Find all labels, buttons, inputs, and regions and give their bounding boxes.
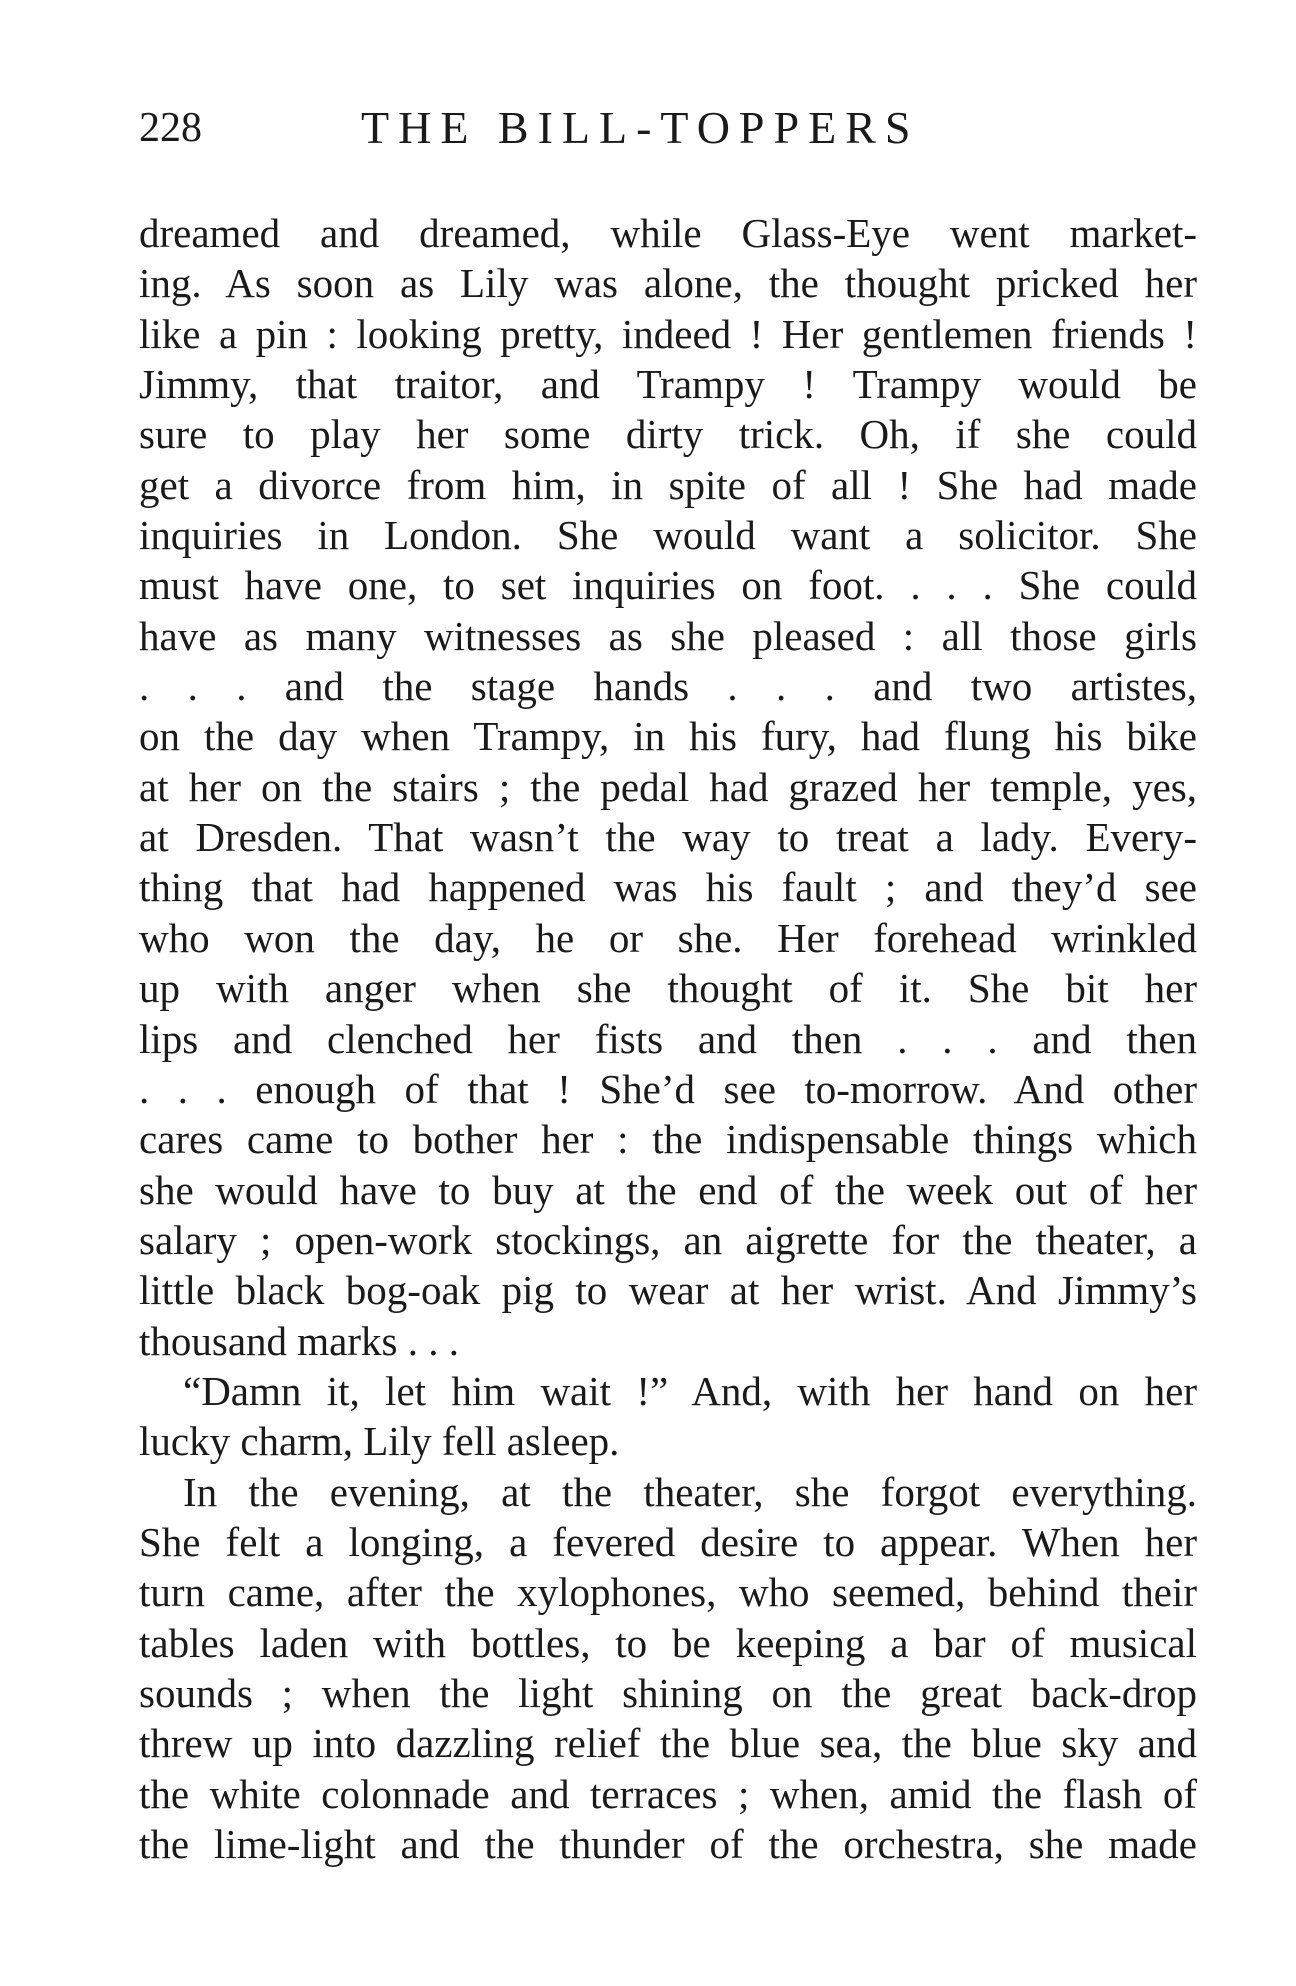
text-line: she would have to buy at the end of the week out of her — [139, 1166, 1197, 1213]
text-line: dreamed and dreamed, while Glass-Eye went market- — [139, 210, 1197, 256]
page-header — [139, 98, 1197, 158]
text-line: cares came to bother her : the indispensable things which — [139, 1116, 1197, 1163]
text-line: at Dresden. That wasn’t the way to treat a lady. Every- — [139, 814, 1197, 861]
text-line: tables laden with bottles, to be keeping a bar of musical — [139, 1619, 1197, 1666]
text-line: must have one, to set inquiries on foot. . . . She could — [139, 562, 1197, 609]
text-line: . . . enough of that ! She’d see to-morrow. And other — [139, 1065, 1197, 1112]
text-line: thousand marks . . . — [139, 1317, 459, 1364]
text-line: sounds ; when the light shining on the great back-drop — [139, 1669, 1197, 1716]
text-line: ing. As soon as Lily was alone, the thought pricked her — [139, 260, 1197, 307]
page-number: 228 — [139, 105, 202, 151]
text-line: She felt a longing, a fevered desire to appear. When her — [139, 1518, 1197, 1565]
text-line: thing that had happened was his fault ; and they’d see — [139, 864, 1197, 911]
text-line: on the day when Trampy, in his fury, had flung his bike — [139, 713, 1197, 760]
text-line: threw up into dazzling relief the blue sea, the blue sky and — [139, 1720, 1197, 1767]
text-line: the white colonnade and terraces ; when, amid the flash of — [139, 1770, 1197, 1817]
text-line: who won the day, he or she. Her forehead wrinkled — [139, 914, 1197, 961]
text-line: “Damn it, let him wait !” And, with her hand on her — [183, 1367, 1197, 1414]
text-line: little black bog-oak pig to wear at her wrist. And Jimmy’s — [139, 1267, 1197, 1314]
text-line: turn came, after the xylophones, who seemed, behind their — [139, 1569, 1197, 1616]
text-line: sure to play her some dirty trick. Oh, if she could — [139, 411, 1197, 458]
text-line: lips and clenched her fists and then . . . and then — [139, 1015, 1197, 1062]
text-line: get a divorce from him, in spite of all ! She had made — [139, 461, 1197, 508]
text-line: In the evening, at the theater, she forgot everything. — [183, 1468, 1197, 1515]
text-line: like a pin : looking pretty, indeed ! Her gentlemen friends ! — [139, 310, 1197, 357]
text-line: . . . and the stage hands . . . and two artistes, — [139, 663, 1197, 710]
text-line: inquiries in London. She would want a solicitor. She — [139, 512, 1197, 559]
text-line: up with anger when she thought of it. She bit her — [139, 965, 1197, 1012]
text-line: lucky charm, Lily fell asleep. — [139, 1418, 620, 1465]
text-line: at her on the stairs ; the pedal had grazed her temple, yes, — [139, 763, 1197, 810]
text-line: Jimmy, that traitor, and Trampy ! Trampy would be — [139, 361, 1197, 408]
body-text — [139, 208, 1197, 1869]
text-line: have as many witnesses as she pleased : all those girls — [139, 612, 1197, 659]
running-title: THE BILL-TOPPERS — [361, 102, 920, 153]
text-line: salary ; open-work stockings, an aigrette for the theater, a — [139, 1216, 1197, 1263]
text-line: the lime-light and the thunder of the orchestra, she made — [139, 1821, 1197, 1867]
